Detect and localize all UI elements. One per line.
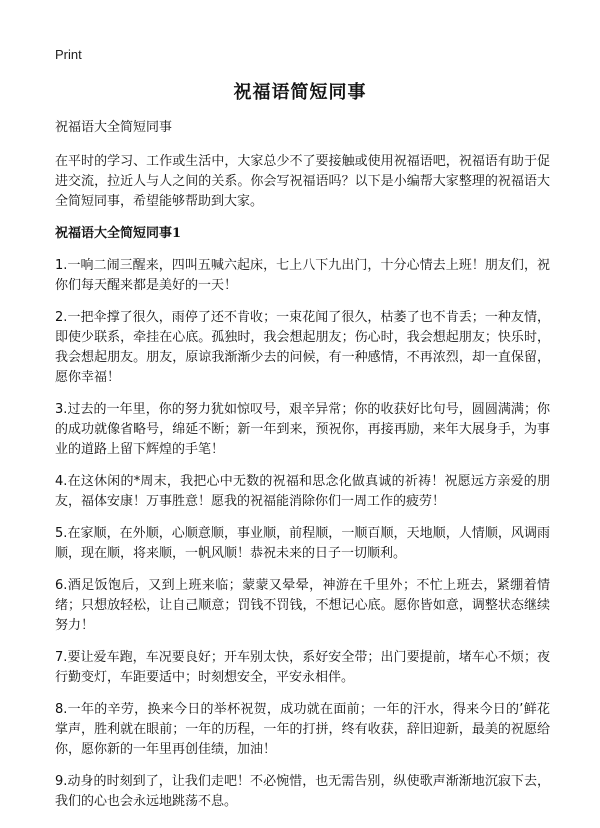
list-item: 8.一年的辛劳，换来今日的举杯祝贺，成功就在面前；一年的汗水，得来今日的’鲜花掌声，胜利就在眼前；一年的历程，一年的打拼，终有收获，辞旧迎新，最美的祝愿给你，愿你新的一年里再创佳绩，加油！: [55, 702, 550, 757]
list-item: 3.过去的一年里，你的努力犹如惊叹号，艰辛异常；你的收获好比句号，圆圆满满；你的成功就像省略号，绵延不断；新一年到来，预祝你，再接再励，来年大展身手，为事业的道路上留下辉煌的手笔！: [55, 402, 550, 457]
article-body: [55, 118, 550, 824]
intro-paragraph: 在平时的学习、工作或生活中，大家总少不了要接触或使用祝福语吧，祝福语有助于促进交流，拉近人与人之间的关系。你会写祝福语吗？以下是小编帮大家整理的祝福语大全简短同事，希望能够帮助到大家。: [55, 154, 550, 209]
blessing-list: [55, 256, 550, 812]
print-link[interactable]: Print: [55, 47, 82, 62]
list-item: 1.一响二闹三醒来，四叫五喊六起床，七上八下九出门，十分心情去上班！朋友们，祝你们每天醒来都是美好的一天！: [55, 258, 550, 293]
list-item: 7.要让爱车跑，车况要良好；开车别太快，系好安全带；出门要提前，堵车心不烦；夜行勤变灯，车距要适中；时刻想安全，平安永相伴。: [55, 650, 550, 685]
list-item: 2.一把伞撑了很久，雨停了还不肯收；一束花闻了很久，枯萎了也不肯丢；一种友情，即使少联系，牵挂在心底。孤独时，我会想起朋友；伤心时，我会想起朋友；快乐时，我会想起朋友。朋友，原谅我渐渐少去的问候，有一种感情，不再浓烈，却一直保留，愿你幸福！: [55, 310, 550, 385]
section-heading: 祝福语大全简短同事1: [55, 226, 182, 241]
article-subtitle: 祝福语大全简短同事: [55, 120, 173, 135]
list-item: 5.在家顺，在外顺，心顺意顺，事业顺，前程顺，一顺百顺，天地顺，人情顺，风调雨顺，现在顺，将来顺，一帆风顺！恭祝未来的日子一切顺利。: [55, 526, 550, 561]
list-item: 6.酒足饭饱后，又到上班来临；蒙蒙又晕晕，神游在千里外；不忙上班去，紧绷着情绪；只想放轻松，让自己顺意；罚钱不罚钱，不想记心底。愿你皆如意，调整状态继续努力！: [55, 578, 550, 633]
list-item: 9.动身的时刻到了，让我们走吧！不必惋惜，也无需告别，纵使歌声渐渐地沉寂下去，我们的心也会永远地跳荡不息。: [55, 774, 550, 809]
list-item: 4.在这休闲的*周末，我把心中无数的祝福和思念化做真诚的祈祷！祝愿远方亲爱的朋友，福体安康！万事胜意！愿我的祝福能消除你们一周工作的疲劳！: [55, 474, 550, 509]
page-title: 祝福语简短同事: [233, 82, 367, 103]
